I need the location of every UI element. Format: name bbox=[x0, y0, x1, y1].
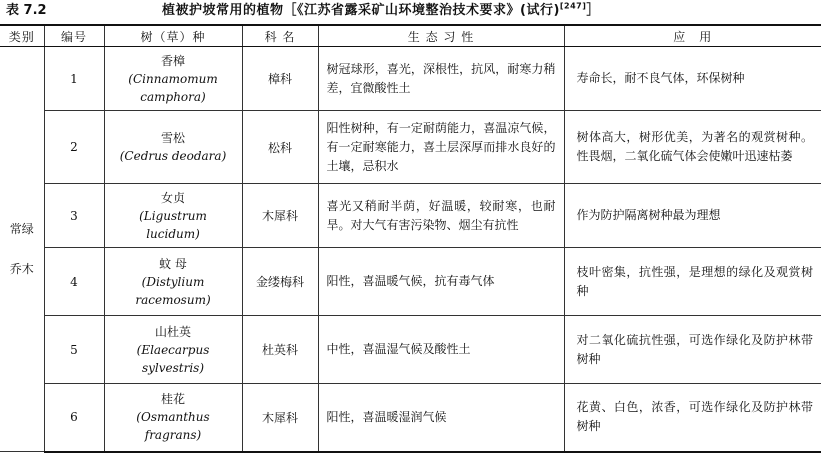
table-row bbox=[0, 316, 821, 384]
row-number: 1 bbox=[44, 47, 104, 111]
tree-latin-name-2: racemosum) bbox=[135, 292, 211, 307]
header-number: 编号 bbox=[44, 25, 104, 47]
tree-cell bbox=[104, 316, 242, 384]
table-row bbox=[0, 111, 821, 184]
tree-chinese-name: 女贞 bbox=[160, 190, 185, 205]
application-cell: 对二氧化硫抗性强，可选作绿化及防护林带树种 bbox=[564, 316, 821, 384]
tree-latin-name-2: sylvestris) bbox=[141, 360, 205, 375]
tree-latin-name-2: lucidum) bbox=[146, 226, 200, 241]
table-row bbox=[0, 184, 821, 248]
tree-latin-name-1: (Distylium bbox=[141, 274, 205, 289]
reference-superscript: [247] bbox=[559, 1, 587, 11]
family-cell: 木犀科 bbox=[242, 184, 318, 248]
header-category: 类别 bbox=[0, 25, 44, 47]
habit-cell: 中性，喜温湿气候及酸性土 bbox=[318, 316, 564, 384]
family-cell: 樟科 bbox=[242, 47, 318, 111]
row-number: 2 bbox=[44, 111, 104, 184]
habit-cell: 阳性树种，有一定耐荫能力，喜温凉气候，有一定耐寒能力，喜土层深厚而排水良好的土壤，忌积水 bbox=[318, 111, 564, 184]
row-number: 3 bbox=[44, 184, 104, 248]
tree-cell bbox=[104, 384, 242, 452]
row-number: 6 bbox=[44, 384, 104, 452]
table-title bbox=[162, 0, 600, 22]
family-cell: 杜英科 bbox=[242, 316, 318, 384]
tree-latin-name-2: camphora) bbox=[140, 89, 206, 104]
table-row bbox=[0, 248, 821, 316]
tree-latin-name-1: (Cedrus deodara) bbox=[119, 149, 227, 163]
tree-chinese-name: 香樟 bbox=[160, 53, 185, 68]
tree-cell bbox=[104, 248, 242, 316]
tree-latin-name-1: (Cinnamomum bbox=[128, 71, 218, 86]
table-row bbox=[0, 384, 821, 452]
header-habit: 生 态 习 性 bbox=[318, 25, 564, 47]
habit-cell: 阳性，喜温暖湿润气候 bbox=[318, 384, 564, 452]
tree-cell bbox=[104, 184, 242, 248]
table-number: 表 7.2 bbox=[6, 3, 47, 18]
tree-latin-name-1: (Ligustrum bbox=[139, 208, 207, 223]
table-row bbox=[0, 47, 821, 111]
header-application: 应 用 bbox=[564, 25, 821, 47]
tree-latin-name-1: (Elaecarpus bbox=[136, 342, 210, 357]
application-cell: 作为防护隔离树种最为理想 bbox=[564, 184, 821, 248]
category-line-2: 乔木 bbox=[9, 262, 34, 276]
application-cell: 枝叶密集，抗性强，是理想的绿化及观赏树种 bbox=[564, 248, 821, 316]
row-number: 5 bbox=[44, 316, 104, 384]
tree-chinese-name: 蚊 母 bbox=[159, 256, 187, 271]
family-cell: 金缕梅科 bbox=[242, 248, 318, 316]
tree-latin-name-1: (Osmanthus bbox=[136, 410, 210, 425]
habit-cell: 阳性，喜温暖气候，抗有毒气体 bbox=[318, 248, 564, 316]
header-family: 科 名 bbox=[242, 25, 318, 47]
tree-chinese-name: 雪松 bbox=[160, 131, 185, 145]
category-cell bbox=[0, 47, 44, 452]
application-cell: 寿命长，耐不良气体，环保树种 bbox=[564, 47, 821, 111]
application-cell: 花黄、白色，浓香，可选作绿化及防护林带树种 bbox=[564, 384, 821, 452]
habit-cell: 喜光又稍耐半荫，好温暖，较耐寒，也耐旱。对大气有害污染物、烟尘有抗性 bbox=[318, 184, 564, 248]
table-title-text: 植被护坡常用的植物［《江苏省露采矿山环境整治技术要求》(试行) bbox=[162, 3, 560, 18]
table-caption bbox=[0, 0, 821, 24]
tree-cell bbox=[104, 111, 242, 184]
habit-cell: 树冠球形，喜光，深根性，抗风，耐寒力稍差，宜微酸性土 bbox=[318, 47, 564, 111]
family-cell: 松科 bbox=[242, 111, 318, 184]
tree-chinese-name: 桂花 bbox=[160, 392, 185, 407]
row-number: 4 bbox=[44, 248, 104, 316]
tree-latin-name-2: fragrans) bbox=[144, 428, 202, 443]
family-cell: 木犀科 bbox=[242, 384, 318, 452]
tree-chinese-name: 山杜英 bbox=[154, 324, 191, 339]
header-tree: 树（草）种 bbox=[104, 25, 242, 47]
header-row bbox=[0, 25, 821, 47]
category-line-1: 常绿 bbox=[9, 222, 34, 236]
tree-cell bbox=[104, 47, 242, 111]
plants-table bbox=[0, 24, 821, 453]
table-title-close: ］ bbox=[586, 3, 600, 18]
application-cell: 树体高大，树形优美，为著名的观赏树种。性畏烟，二氧化硫气体会使嫩叶迅速枯萎 bbox=[564, 111, 821, 184]
